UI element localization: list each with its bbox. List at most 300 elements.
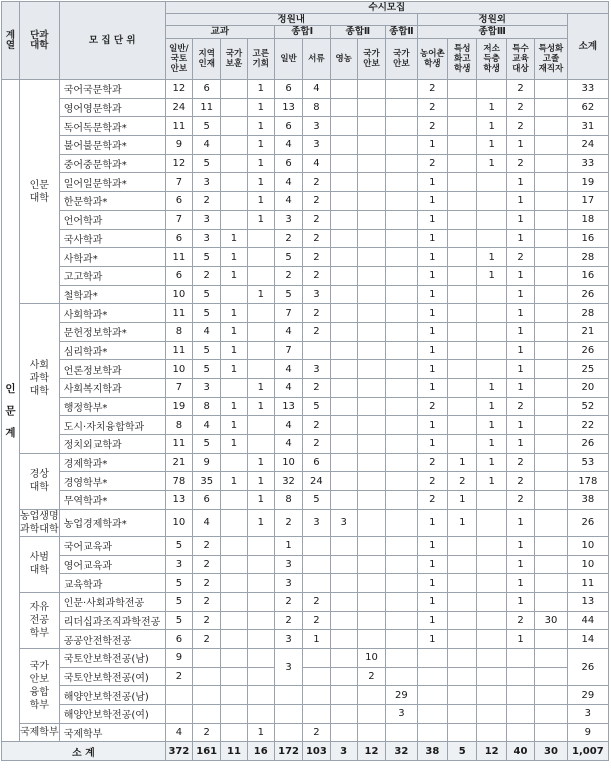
value-cell: [247, 229, 274, 248]
value-cell: [506, 648, 534, 667]
value-cell: 1: [417, 416, 447, 435]
value-cell: [221, 491, 247, 510]
header-text: 학생: [454, 64, 471, 74]
total-label: 소 계: [2, 742, 166, 761]
dept-cell: 사학과*: [59, 248, 165, 267]
value-cell: 2: [303, 229, 330, 248]
value-cell: [357, 686, 385, 705]
value-cell: 2: [274, 592, 302, 611]
value-cell: [535, 266, 568, 285]
value-cell: [448, 210, 477, 229]
value-cell: [535, 536, 568, 555]
value-cell: [221, 611, 247, 630]
value-cell: 4: [193, 509, 221, 536]
sub-header: [386, 39, 417, 80]
value-cell: 24: [567, 136, 608, 155]
header-text: 사회: [29, 360, 49, 371]
dept-cell: 인문·사회과학전공: [59, 592, 165, 611]
value-cell: [247, 416, 274, 435]
table-row: [2, 341, 609, 360]
value-cell: [330, 686, 357, 705]
value-cell: [330, 491, 357, 510]
table-row: [2, 80, 609, 99]
value-cell: 2: [506, 248, 534, 267]
value-cell: 6: [274, 80, 302, 99]
value-cell: 1: [477, 416, 506, 435]
value-cell: 30: [535, 611, 568, 630]
value-cell: [535, 80, 568, 99]
value-cell: 1: [221, 472, 247, 491]
value-cell: [330, 360, 357, 379]
value-cell: [357, 322, 385, 341]
value-cell: [221, 509, 247, 536]
value-cell: [417, 705, 447, 724]
value-cell: [386, 453, 417, 472]
value-cell: [535, 453, 568, 472]
value-cell: [330, 536, 357, 555]
value-cell: [448, 574, 477, 593]
value-cell: 2: [303, 416, 330, 435]
value-cell: 2: [417, 80, 447, 99]
value-cell: [386, 80, 417, 99]
value-cell: [221, 136, 247, 155]
value-cell: [535, 285, 568, 304]
dept-cell: 일어일문학과*: [59, 173, 165, 192]
value-cell: [477, 360, 506, 379]
value-cell: [477, 705, 506, 724]
dept-cell: 국토안보학전공(남): [59, 648, 165, 667]
value-cell: 2: [303, 173, 330, 192]
header-text: 득층: [483, 54, 500, 64]
value-cell: [477, 285, 506, 304]
value-cell: [448, 341, 477, 360]
value-cell: [330, 416, 357, 435]
value-cell: [477, 80, 506, 99]
value-cell: 8: [193, 397, 221, 416]
value-cell: 18: [567, 210, 608, 229]
value-cell: 24: [165, 98, 192, 117]
value-cell: 1: [247, 453, 274, 472]
value-cell: 11: [165, 304, 192, 323]
value-cell: 11: [193, 98, 221, 117]
total-cell: 161: [193, 742, 221, 761]
value-cell: 3: [303, 360, 330, 379]
value-cell: 5: [193, 435, 221, 454]
value-cell: [448, 285, 477, 304]
dept-cell: 불어불문학과*: [59, 136, 165, 155]
value-cell: [386, 630, 417, 649]
value-cell: [357, 360, 385, 379]
comp3-header: 종합Ⅲ: [417, 26, 567, 39]
value-cell: [221, 648, 247, 667]
value-cell: [448, 667, 477, 686]
value-cell: [221, 574, 247, 593]
header-text: 사범: [29, 552, 49, 564]
value-cell: [330, 630, 357, 649]
dept-cell: 언어학과: [59, 210, 165, 229]
value-cell: 1: [417, 509, 447, 536]
value-cell: 5: [274, 248, 302, 267]
value-cell: [330, 555, 357, 574]
value-cell: [357, 117, 385, 136]
header-text: 국가: [29, 660, 49, 672]
value-cell: 1: [506, 360, 534, 379]
value-cell: [506, 723, 534, 742]
total-cell: 172: [274, 742, 302, 761]
header-text: 일반/: [169, 44, 189, 54]
value-cell: 6: [274, 154, 302, 173]
value-cell: 1: [506, 210, 534, 229]
header-text: 학부: [29, 627, 49, 639]
value-cell: 1: [417, 192, 447, 211]
table-row: [2, 648, 609, 667]
value-cell: [477, 648, 506, 667]
header-text: 문: [5, 404, 16, 417]
value-cell: [357, 192, 385, 211]
value-cell: 4: [303, 154, 330, 173]
header-text: 국가: [363, 49, 380, 59]
value-cell: [330, 379, 357, 398]
dept-cell: 영어영문학과: [59, 98, 165, 117]
header-text: 경상: [29, 469, 49, 481]
value-cell: [274, 686, 302, 705]
value-cell: [386, 154, 417, 173]
table-row: [2, 453, 609, 472]
value-cell: 29: [386, 686, 417, 705]
value-cell: 3: [193, 210, 221, 229]
value-cell: [330, 248, 357, 267]
value-cell: [330, 435, 357, 454]
value-cell: [357, 435, 385, 454]
table-row: [2, 304, 609, 323]
value-cell: [221, 173, 247, 192]
sub-header: [221, 39, 247, 80]
value-cell: 4: [193, 136, 221, 155]
total-cell: 1,007: [567, 742, 608, 761]
value-cell: 5: [193, 341, 221, 360]
header-text: 안보: [393, 59, 410, 69]
table-row: [2, 117, 609, 136]
value-cell: 9: [567, 723, 608, 742]
value-cell: 1: [247, 491, 274, 510]
value-cell: [386, 192, 417, 211]
value-cell: [357, 536, 385, 555]
value-cell: [221, 705, 247, 724]
value-cell: 2: [506, 80, 534, 99]
value-cell: 1: [221, 435, 247, 454]
value-cell: 6: [193, 491, 221, 510]
value-cell: 1: [247, 154, 274, 173]
value-cell: 1: [247, 173, 274, 192]
value-cell: [535, 379, 568, 398]
value-cell: [386, 341, 417, 360]
value-cell: [386, 379, 417, 398]
value-cell: [357, 304, 385, 323]
dept-cell: 국어국문학과: [59, 80, 165, 99]
value-cell: 1: [506, 173, 534, 192]
value-cell: 4: [274, 136, 302, 155]
value-cell: [448, 379, 477, 398]
dept-cell: 사회학과*: [59, 304, 165, 323]
college-cell: [19, 723, 59, 742]
sub-header: [274, 39, 302, 80]
value-cell: 8: [165, 322, 192, 341]
value-cell: 2: [417, 154, 447, 173]
value-cell: 1: [417, 435, 447, 454]
value-cell: [221, 192, 247, 211]
value-cell: 5: [165, 611, 192, 630]
value-cell: 9: [193, 453, 221, 472]
header-text: 서류: [308, 54, 325, 64]
value-cell: [535, 723, 568, 742]
table-row: [2, 285, 609, 304]
value-cell: [448, 136, 477, 155]
value-cell: 9: [165, 136, 192, 155]
value-cell: 1: [477, 117, 506, 136]
value-cell: 1: [417, 322, 447, 341]
value-cell: [535, 509, 568, 536]
value-cell: 4: [165, 723, 192, 742]
header-text: 일반: [280, 54, 297, 64]
value-cell: 53: [567, 453, 608, 472]
value-cell: [330, 648, 357, 667]
value-cell: 1: [417, 360, 447, 379]
value-cell: 5: [303, 397, 330, 416]
value-cell: 2: [303, 435, 330, 454]
value-cell: [386, 472, 417, 491]
value-cell: 10: [165, 285, 192, 304]
value-cell: 1: [221, 266, 247, 285]
value-cell: [357, 453, 385, 472]
value-cell: [535, 416, 568, 435]
value-cell: 2: [506, 491, 534, 510]
value-cell: 1: [247, 210, 274, 229]
value-cell: [221, 555, 247, 574]
value-cell: 11: [165, 341, 192, 360]
value-cell: 1: [506, 592, 534, 611]
value-cell: 6: [165, 266, 192, 285]
value-cell: 1: [274, 536, 302, 555]
dept-cell: 독어독문학과*: [59, 117, 165, 136]
value-cell: 1: [477, 397, 506, 416]
value-cell: [448, 304, 477, 323]
value-cell: [193, 648, 221, 667]
header-text: 열: [5, 39, 16, 51]
value-cell: [448, 611, 477, 630]
dept-cell: 리더십과조직과학전공: [59, 611, 165, 630]
value-cell: [448, 648, 477, 667]
value-cell: [386, 611, 417, 630]
value-cell: [357, 80, 385, 99]
value-cell: 2: [506, 611, 534, 630]
value-cell: [247, 266, 274, 285]
header-text: 화고: [454, 54, 471, 64]
value-cell: 1: [417, 304, 447, 323]
value-cell: [357, 555, 385, 574]
value-cell: 2: [303, 611, 330, 630]
value-cell: [357, 472, 385, 491]
total-cell: 40: [506, 742, 534, 761]
value-cell: 2: [193, 266, 221, 285]
value-cell: [477, 574, 506, 593]
total-row: [2, 742, 609, 761]
value-cell: 10: [357, 648, 385, 667]
value-cell: [386, 360, 417, 379]
value-cell: 52: [567, 397, 608, 416]
value-cell: [165, 686, 192, 705]
value-cell: 1: [247, 80, 274, 99]
table-row: [2, 667, 609, 686]
value-cell: [221, 154, 247, 173]
value-cell: [448, 397, 477, 416]
value-cell: 19: [567, 173, 608, 192]
value-cell: [506, 705, 534, 724]
value-cell: 1: [247, 285, 274, 304]
value-cell: [386, 266, 417, 285]
value-cell: 1: [477, 98, 506, 117]
header-text: 대학: [30, 39, 49, 51]
header-text: 학생: [483, 64, 500, 74]
value-cell: 2: [303, 210, 330, 229]
value-cell: 1: [417, 592, 447, 611]
value-cell: [477, 536, 506, 555]
college-cell: [19, 648, 59, 723]
value-cell: [330, 574, 357, 593]
value-cell: [330, 322, 357, 341]
value-cell: 2: [193, 192, 221, 211]
value-cell: [386, 416, 417, 435]
header-text: 재직자: [538, 64, 564, 74]
value-cell: [247, 304, 274, 323]
value-cell: [535, 472, 568, 491]
value-cell: [417, 667, 447, 686]
header-text: 계: [5, 426, 16, 439]
value-cell: [448, 686, 477, 705]
value-cell: [193, 705, 221, 724]
value-cell: [448, 80, 477, 99]
value-cell: 1: [477, 453, 506, 472]
value-cell: 3: [303, 136, 330, 155]
value-cell: 26: [567, 509, 608, 536]
value-cell: [247, 322, 274, 341]
value-cell: 11: [165, 248, 192, 267]
value-cell: 4: [274, 173, 302, 192]
value-cell: [247, 248, 274, 267]
table-row: [2, 574, 609, 593]
value-cell: 11: [165, 435, 192, 454]
value-cell: [477, 229, 506, 248]
total-cell: 16: [247, 742, 274, 761]
header-text: 대학: [29, 192, 49, 204]
table-row: [2, 536, 609, 555]
value-cell: [535, 686, 568, 705]
value-cell: [330, 611, 357, 630]
value-cell: [357, 210, 385, 229]
value-cell: [330, 266, 357, 285]
value-cell: 5: [193, 154, 221, 173]
value-cell: 2: [303, 379, 330, 398]
value-cell: [357, 341, 385, 360]
value-cell: 13: [165, 491, 192, 510]
header-text: 특성: [454, 44, 471, 54]
value-cell: 26: [567, 648, 608, 685]
value-cell: 2: [417, 98, 447, 117]
value-cell: 1: [506, 574, 534, 593]
header-text: 국제학부: [19, 727, 59, 739]
value-cell: 1: [247, 723, 274, 742]
value-cell: [477, 173, 506, 192]
total-cell: 12: [357, 742, 385, 761]
value-cell: 2: [303, 304, 330, 323]
table-row: [2, 360, 609, 379]
dept-cell: 무역학과*: [59, 491, 165, 510]
value-cell: [247, 705, 274, 724]
table-row: [2, 723, 609, 742]
value-cell: 2: [506, 472, 534, 491]
value-cell: 178: [567, 472, 608, 491]
value-cell: 3: [386, 705, 417, 724]
value-cell: 2: [506, 453, 534, 472]
sub-header: [417, 39, 447, 80]
value-cell: [330, 397, 357, 416]
value-cell: 16: [567, 229, 608, 248]
table-row: [2, 435, 609, 454]
sub-header: [303, 39, 330, 80]
family-cell: [2, 80, 20, 742]
value-cell: [386, 136, 417, 155]
value-cell: 1: [417, 630, 447, 649]
value-cell: 1: [417, 266, 447, 285]
value-cell: 35: [193, 472, 221, 491]
dept-cell: 경제학과*: [59, 453, 165, 472]
value-cell: [448, 173, 477, 192]
value-cell: 1: [247, 472, 274, 491]
value-cell: 33: [567, 154, 608, 173]
sub-header: [357, 39, 385, 80]
value-cell: [535, 210, 568, 229]
value-cell: 1: [477, 266, 506, 285]
value-cell: [477, 322, 506, 341]
value-cell: [221, 630, 247, 649]
value-cell: 28: [567, 248, 608, 267]
dept-cell: 경영학부*: [59, 472, 165, 491]
value-cell: 1: [303, 630, 330, 649]
value-cell: 28: [567, 304, 608, 323]
value-cell: [535, 248, 568, 267]
value-cell: 1: [221, 304, 247, 323]
value-cell: [357, 379, 385, 398]
comp1-header: 종합Ⅰ: [274, 26, 330, 39]
value-cell: 6: [303, 453, 330, 472]
susi-header: 수시모집: [165, 2, 608, 14]
value-cell: 26: [567, 435, 608, 454]
dept-cell: 농업경제학과*: [59, 509, 165, 536]
value-cell: 2: [274, 266, 302, 285]
value-cell: 2: [193, 723, 221, 742]
value-cell: 4: [193, 416, 221, 435]
value-cell: 1: [506, 266, 534, 285]
value-cell: 3: [274, 574, 302, 593]
value-cell: 2: [417, 453, 447, 472]
value-cell: 25: [567, 360, 608, 379]
value-cell: 4: [274, 192, 302, 211]
value-cell: [386, 248, 417, 267]
table-row: [2, 491, 609, 510]
value-cell: [448, 117, 477, 136]
value-cell: 1: [477, 154, 506, 173]
value-cell: [535, 360, 568, 379]
total-cell: 3: [330, 742, 357, 761]
